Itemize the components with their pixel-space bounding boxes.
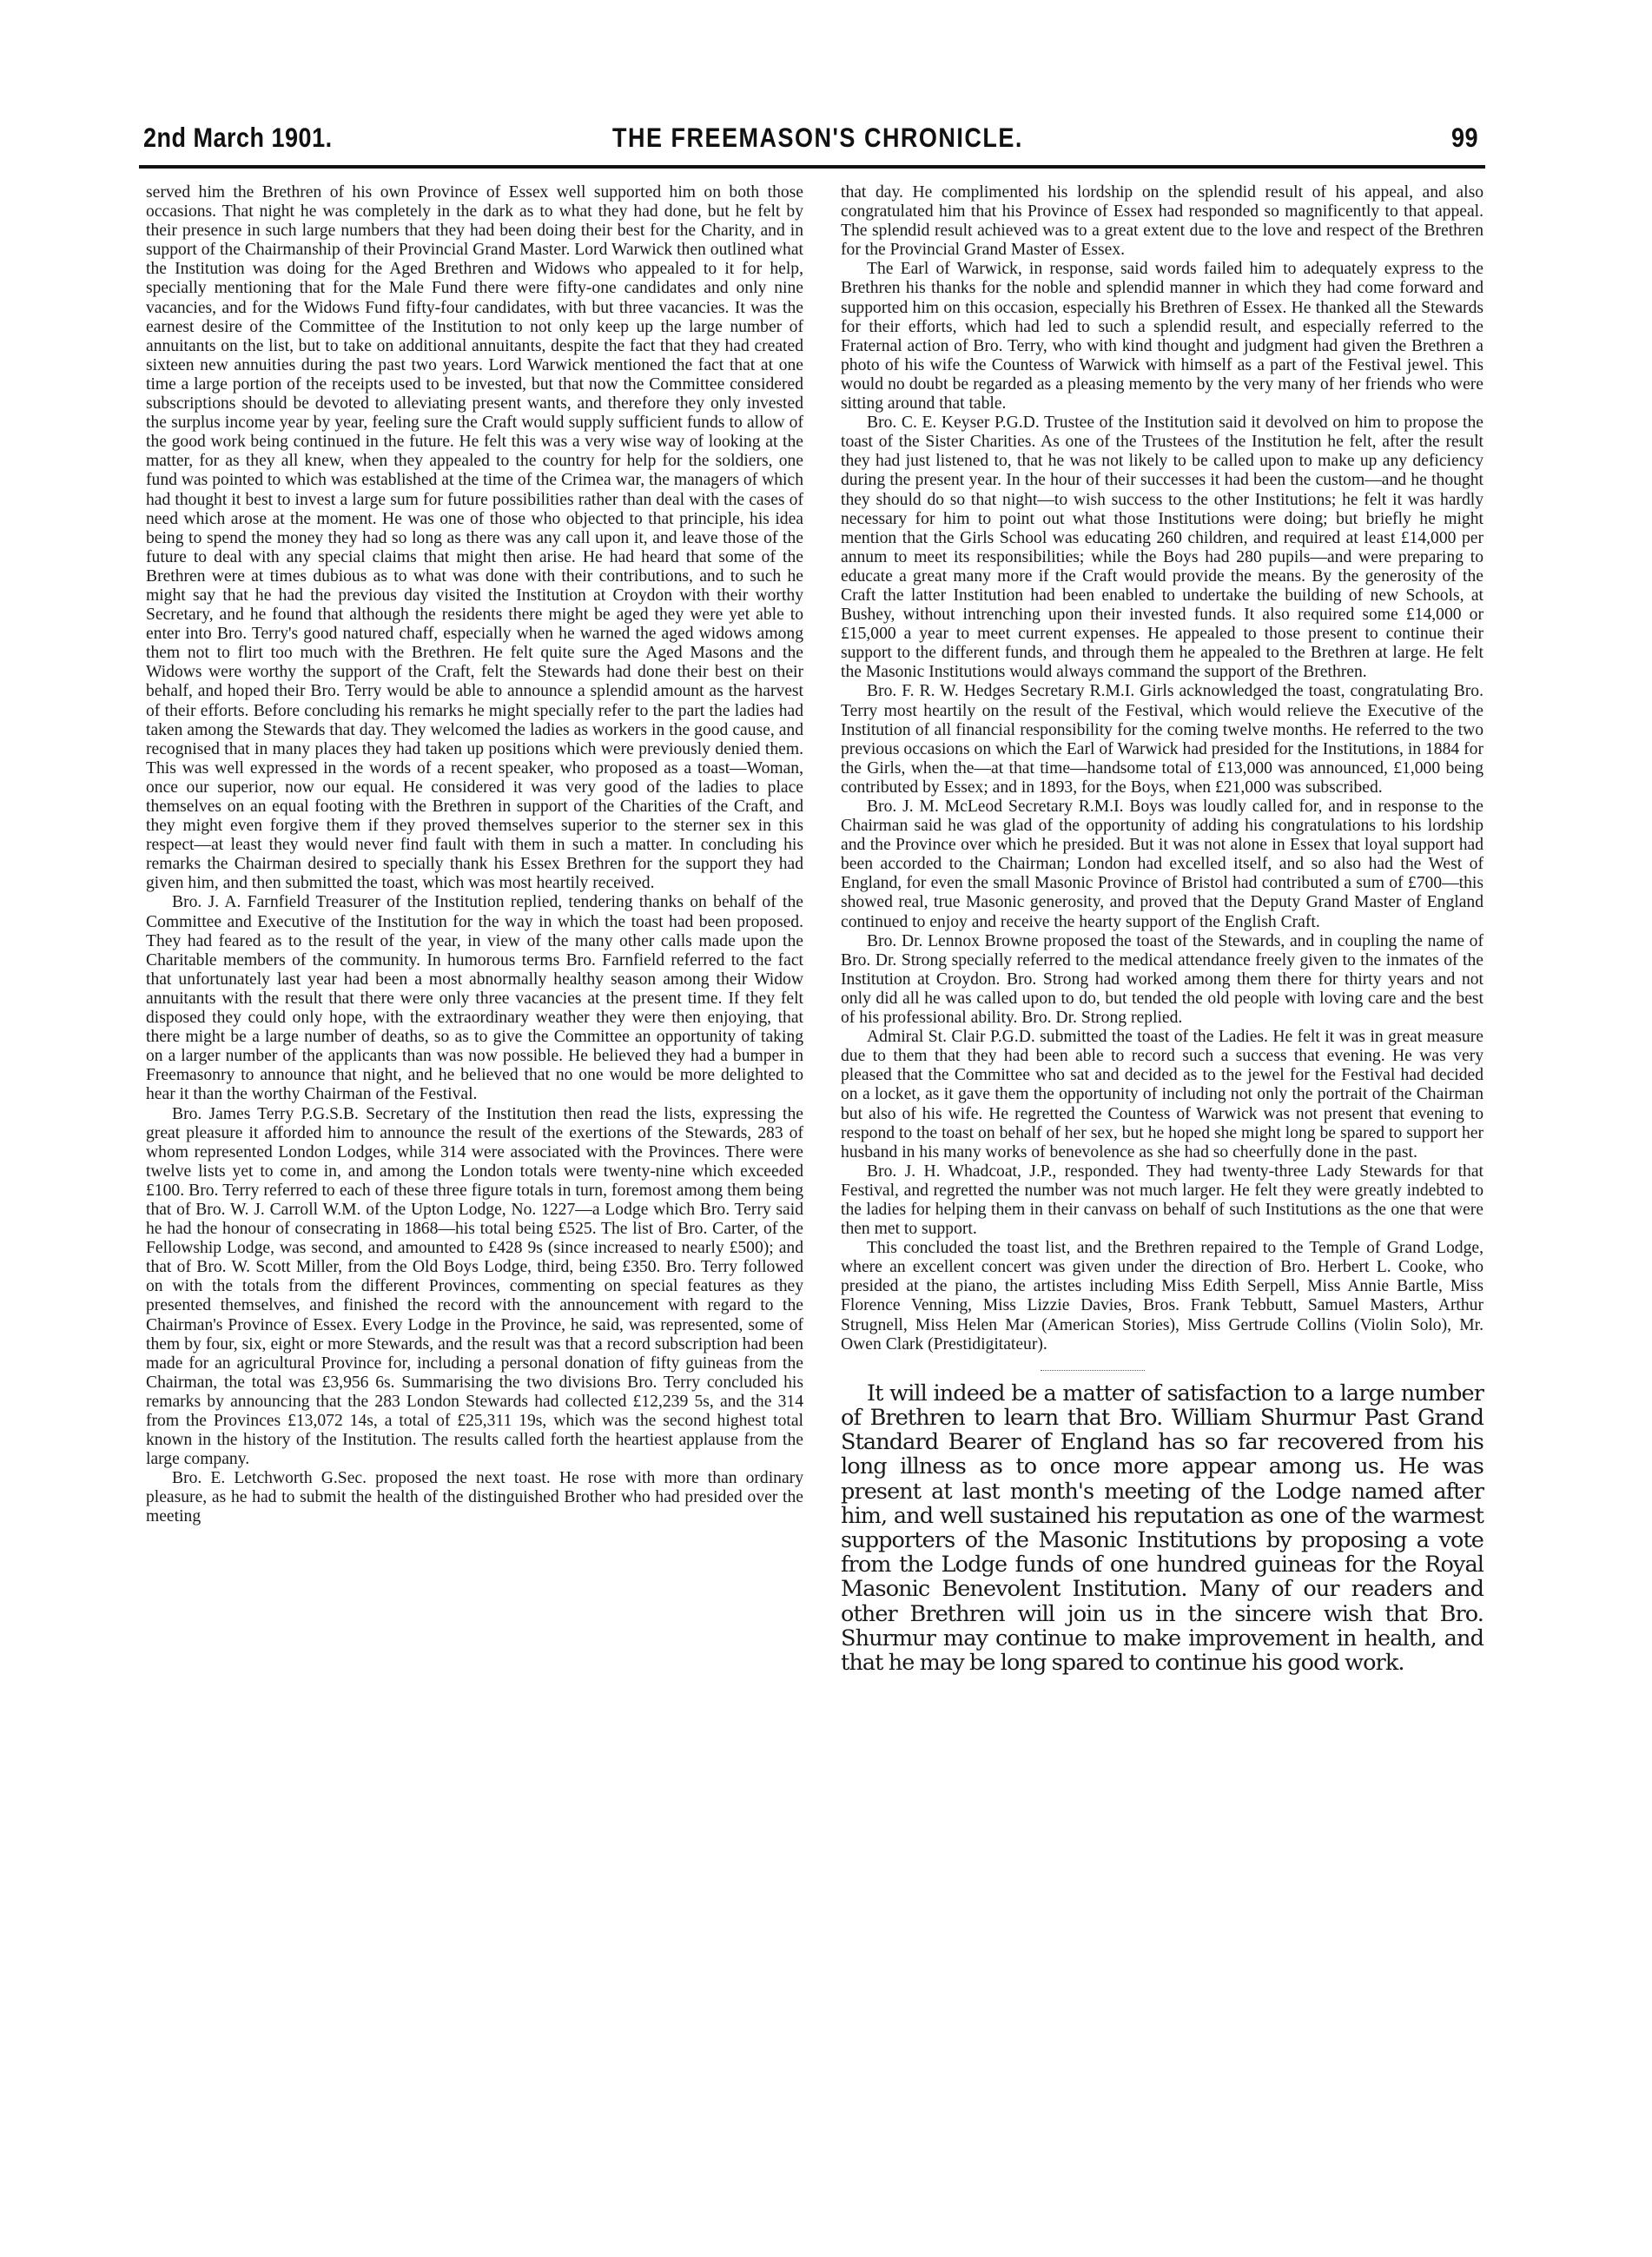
left-column [146, 183, 803, 1527]
masthead-rule [139, 165, 1485, 169]
right-column [841, 183, 1483, 1675]
paragraph-lennox-browne-stewards: Bro. Dr. Lennox Browne proposed the toast of the Stewards, and in coupling the name of Bro. Dr. Strong specially referred to the medical attendance freely given to the inmates of the Institution at Croydon. Bro. Strong had worked among them there for thirty years and not only did all he was called upon to do, but tended the old people with loving care and the best of his professional ability. Bro. Dr. Strong replied. [841, 931, 1483, 1028]
section-separator [1041, 1370, 1145, 1371]
masthead [143, 122, 1485, 165]
paragraph-chairman-speech-continued: served him the Brethren of his own Province of Essex well supported him on both those occasions. That night he was completely in the dark as to what they had done, but he felt by their presence in such large numbers that they had been doing their best for the Charity, and in support of the Chairmanship of their Provincial Grand Master. Lord Warwick then outlined what the Institution was doing for the Aged Brethren and Widows who appealed to it for help, specially mentioning that for the Male Fund there were fifty-one candidates and only nine vacancies, and for the Widows Fund fifty-four candidates, with but three vacancies. It was the earnest desire of the Committee of the Institution to not only keep up the large number of annuitants on the list, but to take on additional annuitants, despite the fact that they had created sixteen new annuities during the past two years. Lord Warwick mentioned the fact that at one time a large portion of the receipts used to be invested, but that now the Committee considered subscriptions should be devoted to alleviating present wants, and therefore they only invested the surplus income year by year, feeling sure the Craft would supply sufficient funds to allow of the good work being continued in the future. He felt this was a very wise way of looking at the matter, for as they all knew, when they appealed to the country for help for the soldiers, one fund was pointed to which was established at the time of the Crimea war, the managers of which had thought it best to invest a large sum for future possibilities rather than deal with the cases of need which arose at the moment. He was one of those who objected to that principle, his idea being to spend the money they had so long as there was any call upon it, and leave those of the future to deal with any special claims that might then arise. He had heard that some of the Brethren were at times dubious as to what was done with their contributions, and to such he might say that he had the previous day visited the Institution at Croydon with their worthy Secretary, and he found that although the residents there might be aged they were yet able to enter into Bro. Terry's good natured chaff, especially when he warned the aged widows among them not to flirt too much with the Brethren. He felt quite sure the Aged Masons and the Widows were worthy the support of the Craft, felt the Stewards had done their best on their behalf, and hoped their Bro. Terry would be able to announce a splendid amount as the harvest of their efforts. Before concluding his remarks he might specially refer to the part the ladies had taken among the Stewards that day. They welcomed the ladies as workers in the good cause, and recognised that in many places they had taken up positions which were previously denied them. This was well expressed in the words of a recent speaker, who proposed as a toast—Woman, once our superior, now our equal. He considered it was very good of the ladies to place themselves on an equal footing with the Brethren in support of the Charities of the Craft, and they might even forgive them if they proved themselves superior to the sterner sex in this respect—at least they would never find fault with them in such a matter. In concluding his remarks the Chairman desired to specially thank his Essex Brethren for the support they had given him, and then submitted the toast, which was most heartily received. [146, 183, 803, 893]
paragraph-mcleod-response: Bro. J. M. McLeod Secretary R.M.I. Boys was loudly called for, and in response to the Chairman said he was glad of the opportunity of adding his congratulations to his lordship and the Province over which he presided. But it was not alone in Essex that loyal support had been accorded to the Chairman; London had excelled itself, and so also had the West of England, for even the small Masonic Province of Bristol had contributed a sum of £700—this showed real, true Masonic generosity, and proved that the Deputy Grand Master of England continued to enjoy and receive the hearty support of the English Craft. [841, 798, 1483, 931]
paragraph-earl-of-warwick-response: The Earl of Warwick, in response, said words failed him to adequately express to the Brethren his thanks for the noble and splendid manner in which they had come forward and supported him on this occasion, especially his Brethren of Essex. He thanked all the Stewards for their efforts, which had led to such a splendid result, and especially referred to the Fraternal action of Bro. Terry, who with kind thought and judgment had given the Brethren a photo of his wife the Countess of Warwick with himself as a part of the Festival jewel. This would no doubt be regarded as a pleasing memento by the very many of her friends who were sitting around that table. [841, 260, 1483, 414]
paragraph-terry-lists: Bro. James Terry P.G.S.B. Secretary of the Institution then read the lists, expressing the great pleasure it afforded him to announce the result of the exertions of the Stewards, 283 of whom represented London Lodges, while 314 were associated with the Provinces. There were twelve lists yet to come in, and among the London totals were twenty-nine which exceeded £100. Bro. Terry referred to each of these three figure totals in turn, foremost among them being that of Bro. W. J. Carroll W.M. of the Upton Lodge, No. 1227—a Lodge which Bro. Terry said he had the honour of consecrating in 1868—his total being £525. The list of Bro. Carter, of the Fellowship Lodge, was second, and amounted to £428 9s (since increased to nearly £500); and that of Bro. W. Scott Miller, from the Old Boys Lodge, third, being £350. Bro. Terry followed on with the totals from the different Provinces, commenting on special features as they presented themselves, and finished the record with the announcement with regard to the Chairman's Province of Essex. Every Lodge in the Province, he said, was represented, some of them by four, six, eight or more Stewards, and the result was that a record subscription had been made for an agricultural Province for, including a personal donation of fifty guineas from the Chairman, the total was £3,956 6s. Summarising the two divisions Bro. Terry concluded his remarks by announcing that the 283 London Stewards had collected £12,239 5s, and the 314 from the Provinces £13,072 14s, a total of £25,311 19s, which was the second highest total known in the history of the Institution. The results called forth the heartiest applause from the large company. [146, 1104, 803, 1469]
paragraph-letchworth-toast: Bro. E. Letchworth G.Sec. proposed the next toast. He rose with more than ordinary pleasure, as he had to submit the health of the distinguished Brother who had presided over the meeting [146, 1469, 803, 1526]
paragraph-letchworth-continued: that day. He complimented his lordship on the splendid result of his appeal, and also congratulated him that his Province of Essex had responded so magnificently to that appeal. The splendid result achieved was to a great extent due to the love and respect of the Brethren for the Provincial Grand Master of Essex. [841, 183, 1483, 260]
issue-date: 2nd March 1901. [143, 122, 333, 153]
paragraph-concert: This concluded the toast list, and the Brethren repaired to the Temple of Grand Lodge, where an excellent concert was given under the direction of Bro. Herbert L. Cooke, who presided at the piano, the artistes including Miss Edith Serpell, Miss Annie Bartle, Miss Florence Venning, Miss Lizzie Davies, Bros. Frank Tebbutt, Samuel Masters, Arthur Strugnell, Miss Helen Mar (American Stories), Miss Gertrude Collins (Violin Solo), Mr. Owen Clark (Prestidigitateur). [841, 1239, 1483, 1354]
paragraph-st-clair-ladies: Admiral St. Clair P.G.D. submitted the toast of the Ladies. He felt it was in great measure due to them that they had been able to record such a success that evening. He was very pleased that the Committee who sat and decided as to the jewel for the Festival had decided on a locket, as it gave them the opportunity of including not only the portrait of the Chairman but also of his wife. He regretted the Countess of Warwick was not present that evening to respond to the toast on behalf of her sex, but he hoped she might long be spared to support her husband in his many works of benevolence as she had so cheerfully done in the past. [841, 1028, 1483, 1162]
page-number: 99 [1450, 122, 1478, 153]
paragraph-shurmur-note: It will indeed be a matter of satisfaction to a large number of Brethren to learn that Bro. William Shurmur Past Grand Standard Bearer of England has so far recovered from his long illness as to once more appear among us. He was present at last month's meeting of the Lodge named after him, and well sustained his reputation as one of the warmest supporters of the Masonic Institutions by proposing a vote from the Lodge funds of one hundred guineas for the Royal Masonic Benevolent Institution. Many of our readers and other Brethren will join us in the sincere wish that Bro. Shurmur may continue to make improvement in health, and that he may be long spared to continue his good work. [841, 1380, 1483, 1676]
paragraph-whadcoat-response: Bro. J. H. Whadcoat, J.P., responded. They had twenty-three Lady Stewards for that Festival, and regretted the number was not much larger. He felt they were greatly indebted to the ladies for helping them in their canvass on behalf of such Institutions as the one that were then met to support. [841, 1162, 1483, 1239]
paragraph-hedges-acknowledgement: Bro. F. R. W. Hedges Secretary R.M.I. Girls acknowledged the toast, congratulating Bro. Terry most heartily on the result of the Festival, which would relieve the Executive of the Institution of all financial responsibility for the coming twelve months. He referred to the two previous occasions on which the Earl of Warwick had presided for the Institutions, in 1884 for the Girls, when the—at that time—handsome total of £13,000 was announced, £1,000 being contributed by Essex; and in 1893, for the Boys, when £21,000 was subscribed. [841, 682, 1483, 797]
publication-title: THE FREEMASON'S CHRONICLE. [612, 122, 1023, 153]
paragraph-farnfield-reply: Bro. J. A. Farnfield Treasurer of the Institution replied, tendering thanks on behalf of the Committee and Executive of the Institution for the way in which the toast had been proposed. They had feared as to the result of the year, in view of the many other calls made upon the Charitable members of the community. In humorous terms Bro. Farnfield referred to the fact that unfortunately last year had been a most abnormally healthy season among their Widow annuitants with the result that there were only three vacancies at the present time. If they felt disposed they could only hope, with the extraordinary weather they were then enjoying, that there might be a large number of deaths, so as to give the Committee an opportunity of taking on a larger number of the applicants than was now possible. He believed they had a bumper in Freemasonry to announce that night, and he believed that no one would be more delighted to hear it than the worthy Chairman of the Festival. [146, 893, 803, 1104]
paragraph-keyser-sister-charities: Bro. C. E. Keyser P.G.D. Trustee of the Institution said it devolved on him to propose the toast of the Sister Charities. As one of the Trustees of the Institution he felt, after the result they had just listened to, that he was not likely to be called upon to make up any deficiency during the present year. In the hour of their successes it had been the custom—and he thought they should do so that night—to wish success to the other Institutions; he felt it was hardly necessary for him to point out what those Institutions were doing; but briefly he might mention that the Girls School was educating 260 children, and required at least £14,000 per annum to meet its responsibilities; while the Boys had 280 pupils—and were preparing to educate a great many more if the Craft would provide the means. By the generosity of the Craft the latter Institution had been enabled to undertake the building of new Schools, at Bushey, without intrenching upon their invested funds. It also required some £14,000 or £15,000 a year to meet current expenses. He appealed to those present to continue their support to the different funds, and through them he appealed to the Brethren at large. He felt the Masonic Institutions would always command the support of the Brethren. [841, 414, 1483, 682]
